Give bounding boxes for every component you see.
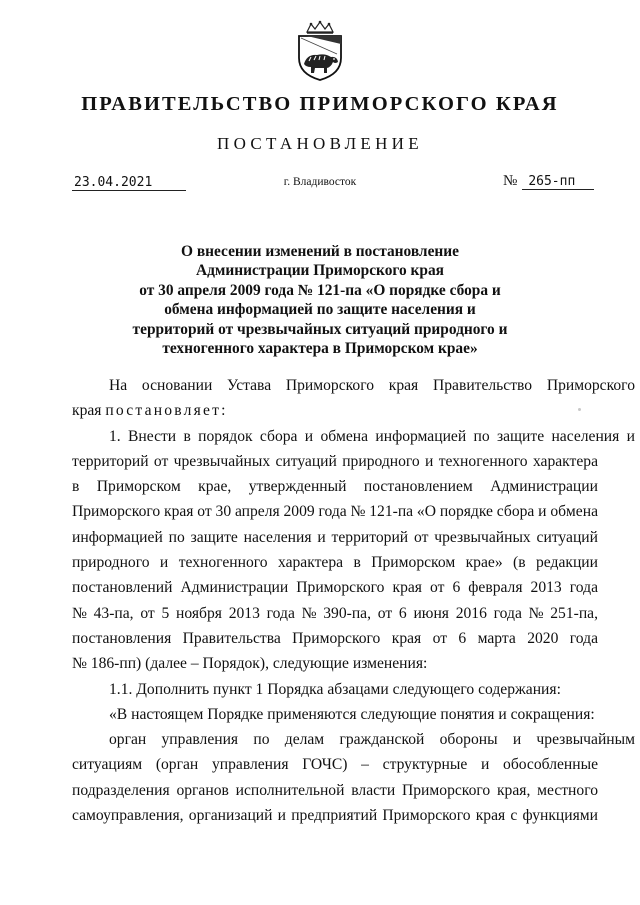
heading-line: техногенного характера в Приморском крае» [162, 340, 478, 358]
document-heading [0, 242, 640, 358]
document-number-block [503, 173, 594, 190]
government-title: ПРАВИТЕЛЬСТВО ПРИМОРСКОГО КРАЯ [81, 93, 559, 115]
body-line-justified [72, 474, 598, 499]
body-line: территорий от чрезвычайных ситуаций природного и техногенного характера [72, 452, 598, 470]
body-line: № 43-па, от 5 ноября 2013 года № 390-па, от 6 июня 2016 года № 251-па, [72, 604, 598, 622]
number-prefix: № [503, 173, 518, 189]
body-line: На основании Устава Приморского края Правительство Приморского [109, 377, 635, 394]
body-line: постановлений Администрации Приморского края от 6 февраля 2013 года [72, 579, 598, 597]
body-word-spaced: постановляет: [105, 402, 228, 420]
body-line: информацией по защите населения и территорий от чрезвычайных ситуаций [72, 528, 598, 546]
document-date: 23.04.2021 [72, 175, 186, 191]
body-line: природного и техногенного характера в Приморском крае» (в редакции [72, 554, 598, 572]
body-word: Приморском [96, 478, 181, 496]
body-word: утвержденный [248, 478, 347, 496]
body-word: постановлением [363, 478, 473, 496]
document-number: 265-пп [522, 174, 594, 190]
heading-line: О внесении изменений в постановление [181, 243, 459, 260]
body-line: самоуправления, организаций и предприятий Приморского края с функциями [72, 807, 598, 825]
body-word: крае, [198, 478, 232, 496]
body-line: подразделения органов исполнительной власти Приморского края, местного [72, 781, 598, 799]
body-line: № 186-пп) (далее – Порядок), следующие изменения: [72, 655, 428, 673]
coat-of-arms-emblem [293, 20, 347, 82]
body-line: 1. Внести в порядок сбора и обмена информацией по защите населения и [109, 427, 635, 445]
heading-line: обмена информацией по защите населения и [164, 301, 476, 319]
document-body [72, 373, 635, 828]
body-line: Приморского края от 30 апреля 2009 года № 121-па «О порядке сбора и обмена [72, 503, 598, 521]
document-type: ПОСТАНОВЛЕНИЕ [217, 134, 423, 153]
heading-line: территорий от чрезвычайных ситуаций природного и [132, 320, 508, 338]
heading-line: от 30 апреля 2009 года № 121-па «О порядке сбора и [139, 281, 501, 299]
body-word: Администрации [490, 478, 598, 496]
body-line [72, 398, 598, 423]
body-line: «В настоящем Порядке применяются следующие понятия и сокращения: [109, 705, 595, 723]
body-word: края [72, 402, 102, 420]
body-word: в [72, 478, 80, 496]
body-line: 1.1. Дополнить пункт 1 Порядка абзацами следующего содержания: [109, 680, 561, 698]
body-line: ситуациям (орган управления ГОЧС) – структурные и обособленные [72, 756, 598, 774]
heading-line: Администрации Приморского края [196, 262, 444, 280]
body-line: орган управления по делам гражданской обороны и чрезвычайным [109, 731, 635, 749]
body-line: постановления Правительства Приморского края от 6 марта 2020 года [72, 629, 598, 647]
document-city: г. Владивосток [283, 176, 357, 188]
